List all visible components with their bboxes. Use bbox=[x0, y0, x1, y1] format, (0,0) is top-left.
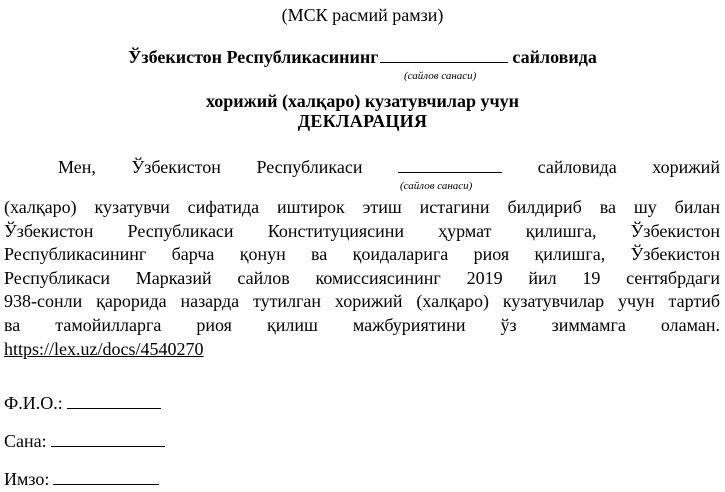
signature-blank[interactable] bbox=[53, 470, 159, 485]
paragraph-line: ва тамойилларга риоя қилиш мажбуриятини ўз зиммамга оламан. bbox=[4, 314, 720, 335]
word-men: Мен, bbox=[58, 157, 96, 177]
name-field bbox=[4, 392, 161, 414]
word-republic: Республикаси bbox=[256, 157, 363, 177]
date-field bbox=[4, 430, 165, 452]
name-blank[interactable] bbox=[67, 394, 161, 409]
word-election: сайловида bbox=[537, 157, 617, 177]
emblem-note: (МСК расмий рамзи) bbox=[281, 5, 444, 25]
paragraph-line: Республикасининг барча қонун ва қоидаларига риоя қилишга, Ўзбекистон bbox=[4, 244, 720, 265]
paragraph-line: 938-сонли қарорида назарда тутилган хорижий (халқаро) кузатувчилар учун тартиб bbox=[4, 291, 720, 312]
word-uzbekistan: Ўзбекистон bbox=[131, 157, 221, 177]
lex-link[interactable]: https://lex.uz/docs/4540270 bbox=[4, 338, 204, 359]
word-foreign: хорижий bbox=[652, 157, 720, 177]
paragraph-first-line bbox=[4, 156, 720, 179]
body-date-blank[interactable] bbox=[398, 156, 502, 173]
paragraph-line: (халқаро) кузатувчи сифатида иштирок этиш истагини билдириб ва шу билан bbox=[4, 197, 720, 217]
paragraph-body bbox=[4, 196, 720, 361]
title-date-caption: (сайлов санаси) bbox=[404, 70, 477, 82]
paragraph-line: Республикаси Марказий сайлов комиссиясининг 2019 йил 19 сентябрдаги bbox=[4, 267, 720, 288]
link-line bbox=[4, 338, 720, 362]
title-country: Ўзбекистон Республикасининг bbox=[128, 47, 379, 67]
date-label: Сана: bbox=[4, 431, 47, 451]
declaration-heading: ДЕКЛАРАЦИЯ bbox=[297, 111, 428, 131]
body-date-caption: (сайлов санаси) bbox=[400, 180, 473, 192]
signature-field bbox=[4, 468, 159, 490]
title-election: сайловида bbox=[512, 47, 597, 67]
name-label: Ф.И.О.: bbox=[4, 393, 63, 413]
paragraph-line: Ўзбекистон Республикаси Конституциясини ҳурмат қилишга, Ўзбекистон bbox=[4, 220, 720, 241]
title-line-1 bbox=[0, 46, 725, 68]
date-blank[interactable] bbox=[51, 432, 165, 447]
title-line-2: хорижий (халқаро) кузатувчилар учун bbox=[205, 91, 520, 111]
election-date-blank[interactable] bbox=[380, 48, 508, 63]
signature-label: Имзо: bbox=[4, 469, 50, 489]
